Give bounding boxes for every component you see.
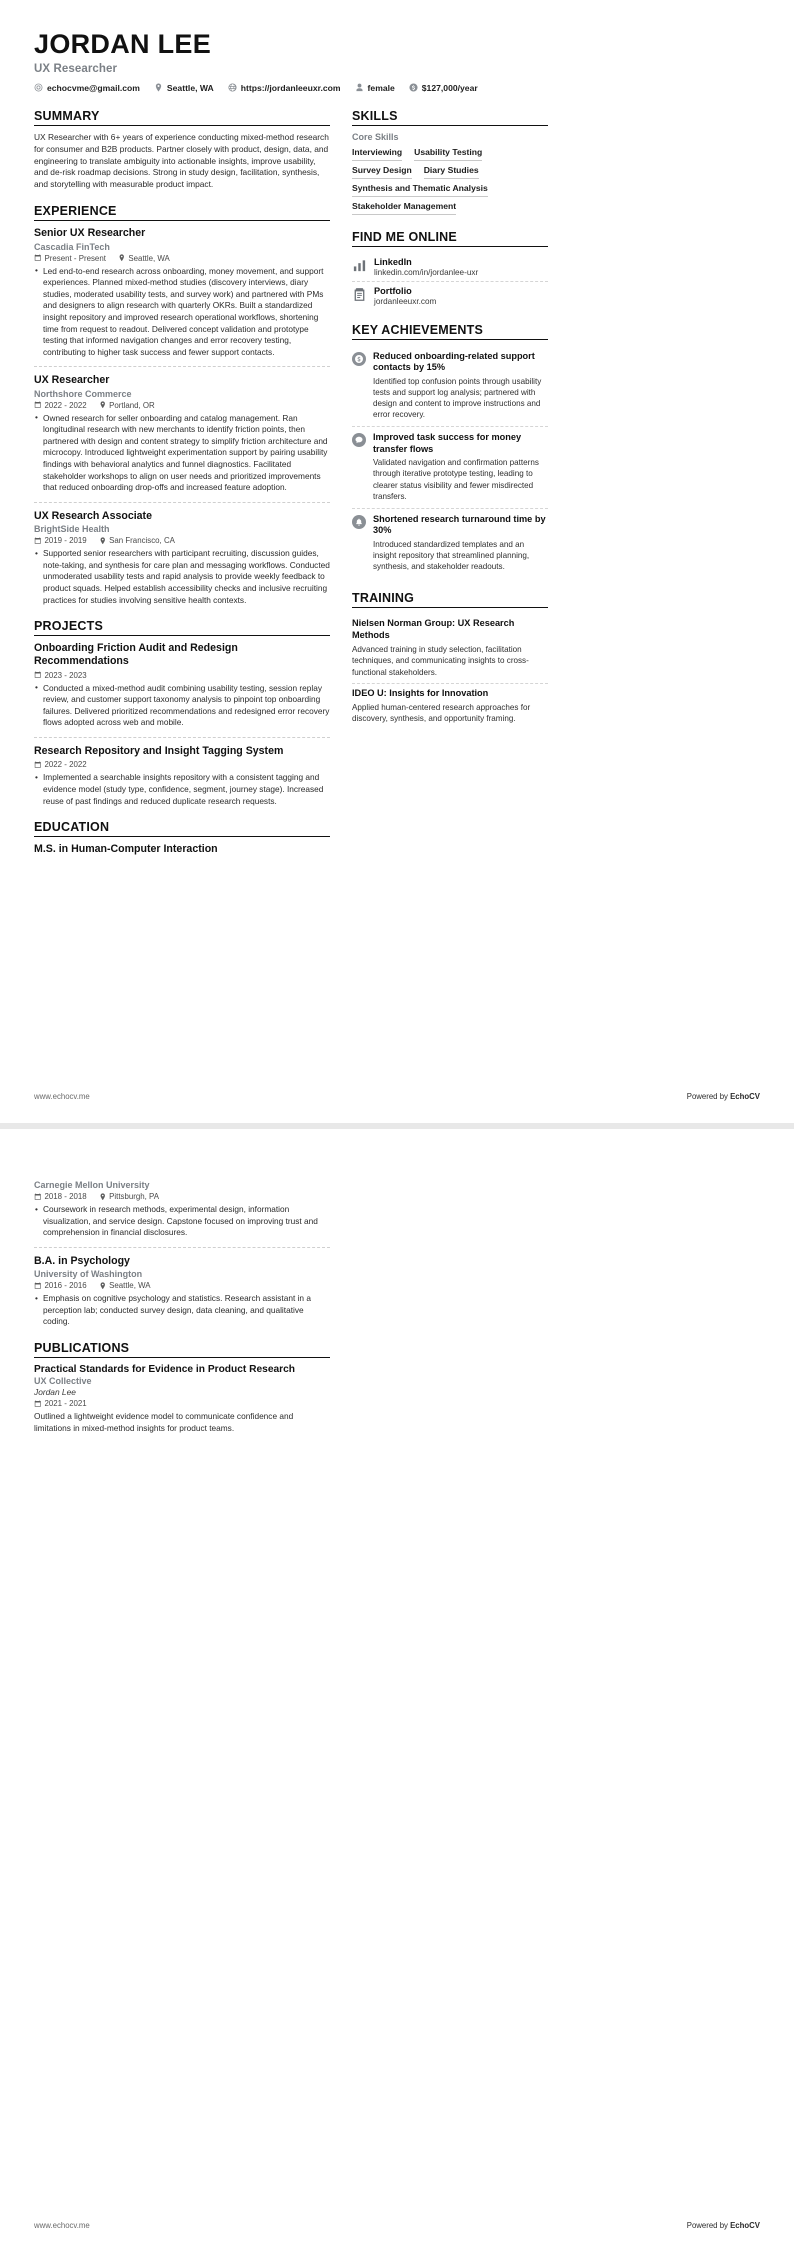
education-meta [34, 1192, 330, 1201]
education-degree: B.A. in Psychology [34, 1254, 130, 1267]
job-location-text: Portland, OR [109, 400, 155, 410]
contact-location [154, 83, 214, 93]
online-link-url: linkedin.com/in/jordanlee-uxr [374, 267, 479, 277]
job-location-text: San Francisco, CA [109, 536, 175, 546]
education-location-text: Seattle, WA [109, 1281, 151, 1291]
footer-brand [687, 2221, 760, 2230]
job-bullets [34, 266, 330, 359]
calendar-icon [34, 537, 42, 545]
achievement-title: Reduced onboarding-related support contacts by 15% [373, 350, 535, 373]
job-dates-text: 2022 - 2022 [44, 400, 87, 410]
publication-description: Outlined a lightweight evidence model to communicate confidence and limitations in mixed-method insights for product teams. [34, 1410, 294, 1433]
achievement-description: Identified top confusion points through usability tests and support log analysis; partnered with design and content to improve instructions and error recovery. [373, 376, 542, 420]
candidate-role: UX Researcher [34, 62, 118, 75]
footer-site[interactable]: www.echocv.me [34, 2221, 90, 2230]
online-link-name: Portfolio [374, 285, 412, 296]
resume-columns-page2 [34, 1179, 760, 1447]
experience-section-title: EXPERIENCE [34, 204, 330, 221]
location-pin-icon [99, 401, 107, 409]
achievement-item [352, 427, 548, 509]
left-column-page2 [34, 1179, 330, 1447]
education-bullet: • Coursework in research methods, experimental design, information visualization, and service design. Capstone focused on improving trust and comprehension in financial disclosures. [34, 1204, 330, 1239]
calendar-icon [34, 1400, 42, 1408]
education-school: University of Washington [34, 1269, 143, 1280]
footer-powered-label: Powered by [686, 1092, 731, 1101]
job-company: Cascadia FinTech [34, 241, 110, 252]
education-dates [34, 1192, 87, 1201]
training-description: Applied human-centered research approaches for discovery, synthesis, and opportunity framing. [352, 702, 531, 723]
right-column [352, 107, 548, 742]
job-bullet: • Owned research for seller onboarding and catalog management. Ran longitudinal research with new merchants to identify friction points, then partnered with design and content strategy to simplify friction architecture and microcopy. Introduced lightweight experimentation support by pairing usability findings with behavioral analytics and funnel diagnostics. Facilitated stakeholder workshops to align on user needs and prioritized improvements that reduced onboarding drop-offs and increased feature adoption. [34, 413, 330, 494]
job-bullets [34, 413, 330, 494]
job-dates-text: Present - Present [44, 253, 106, 263]
projects-section-title: PROJECTS [34, 619, 330, 636]
job-location [99, 401, 155, 410]
candidate-name: JORDAN LEE [34, 29, 212, 59]
project-bullets [34, 772, 330, 807]
left-column [34, 107, 330, 870]
calendar-icon [34, 671, 42, 679]
job-company: Northshore Commerce [34, 388, 132, 399]
project-entry [34, 745, 330, 807]
chat-icon [352, 433, 366, 447]
footer-brand [687, 1092, 760, 1101]
project-name: Onboarding Friction Audit and Redesign Recommendations [34, 642, 238, 668]
globe-icon [228, 83, 237, 92]
publication-entry [34, 1364, 330, 1434]
resume-header [34, 30, 760, 93]
page-footer [34, 1092, 760, 1101]
education-entry [34, 1180, 330, 1248]
online-link-body [374, 286, 436, 306]
job-meta [34, 254, 330, 263]
section-training [352, 591, 548, 729]
publication-title: Practical Standards for Evidence in Product Research [34, 1363, 296, 1375]
person-icon [355, 83, 364, 92]
location-pin-icon [99, 537, 107, 545]
publication-meta [34, 1399, 330, 1408]
job-company: BrightSide Health [34, 524, 110, 535]
skills-list [352, 145, 548, 217]
education-dates-text: 2018 - 2018 [44, 1192, 87, 1201]
project-entry [34, 642, 330, 738]
clipboard-icon [352, 287, 367, 302]
job-dates [34, 536, 87, 545]
education-section-title: EDUCATION [34, 820, 330, 837]
location-pin-icon [154, 83, 163, 92]
section-projects [34, 619, 330, 807]
education-bullet: • Emphasis on cognitive psychology and statistics. Research assistant in a perception lab; conducted survey design, data cleaning, and qualitative coding. [34, 1293, 330, 1328]
training-description: Advanced training in study selection, facilitation techniques, and communicating insights to cross-functional stakeholders. [352, 645, 529, 677]
section-find-me-online [352, 230, 548, 310]
experience-entry [34, 227, 330, 367]
online-link-portfolio[interactable] [352, 282, 548, 310]
section-summary [34, 109, 330, 192]
project-bullets [34, 683, 330, 729]
online-link-body [374, 257, 478, 277]
publication-dates-text: 2021 - 2021 [44, 1398, 87, 1408]
job-title: UX Researcher [34, 374, 110, 387]
education-dates [34, 1281, 87, 1290]
publications-section-title: PUBLICATIONS [34, 1341, 330, 1358]
skill-item: Interviewing [352, 145, 402, 161]
job-title: Senior UX Researcher [34, 227, 146, 240]
section-key-achievements [352, 323, 548, 579]
achievement-description: Validated navigation and confirmation patterns through iterative prototype testing, leading to clearer status visibility and fewer misdirected transfers. [373, 458, 539, 501]
job-dates-text: 2019 - 2019 [44, 536, 87, 546]
achievement-body [373, 514, 548, 572]
publication-org: UX Collective [34, 1375, 92, 1386]
training-title: IDEO U: Insights for Innovation [352, 687, 489, 698]
skills-group-label: Core Skills [352, 131, 399, 142]
contact-email-text: echocvme@gmail.com [47, 82, 140, 93]
online-link-url: jordanleeuxr.com [374, 296, 437, 306]
section-education [34, 820, 330, 856]
job-location-text: Seattle, WA [128, 253, 170, 263]
publication-author: Jordan Lee [34, 1386, 76, 1397]
training-item [352, 614, 548, 683]
resume-page-2 [0, 1129, 794, 2252]
page-footer [34, 2221, 760, 2230]
location-pin-icon [99, 1282, 107, 1290]
contact-salary [409, 83, 478, 93]
money-icon [409, 83, 418, 92]
education-bullets [34, 1204, 330, 1239]
job-dates [34, 401, 87, 410]
achievement-body [373, 351, 548, 421]
job-meta [34, 536, 330, 545]
resume-page-1 [0, 0, 794, 1123]
skill-item: Diary Studies [424, 163, 479, 179]
section-publications [34, 1341, 330, 1434]
job-location [99, 536, 175, 545]
calendar-icon [34, 761, 42, 769]
achievement-body [373, 432, 548, 502]
summary-text: UX Researcher with 6+ years of experience conducting mixed-method research for consumer and B2B products. Partner closely with product, design, data, and engineering to translate ambiguity into actionable insights, improve usability, and de-risk roadmap decisions. Strong in study design, facilitation, synthesis, and storytelling with measurable product impact. [34, 131, 329, 190]
achievements-section-title: KEY ACHIEVEMENTS [352, 323, 548, 340]
contact-row [34, 83, 760, 93]
job-dates [34, 254, 106, 263]
skill-item: Synthesis and Thematic Analysis [352, 181, 488, 197]
online-section-title: FIND ME ONLINE [352, 230, 548, 247]
job-bullets [34, 548, 330, 606]
achievement-title: Shortened research turnaround time by 30% [373, 513, 546, 536]
job-bullet: • Led end-to-end research across onboarding, money movement, and support experiences. Planned mixed-method studies (discovery interviews, diary studies, moderated usability tests, and survey work) and partnered with PMs and designers to align research with quarterly OKRs. Built a standardized insight repository and improved research operational workflows, shortening time from request to readout. Delivered concept validation and prototype testing that informed navigation changes and error recovery testing, contributing to higher task success and fewer support contacts. [34, 266, 330, 359]
project-name: Research Repository and Insight Tagging System [34, 745, 284, 758]
contact-website-text: https://jordanleeuxr.com [240, 82, 341, 93]
summary-section-title: SUMMARY [34, 109, 330, 126]
calendar-icon [34, 401, 42, 409]
training-title: Nielsen Norman Group: UX Research Methods [352, 618, 515, 641]
job-title: UX Research Associate [34, 509, 152, 522]
location-pin-icon [99, 1193, 107, 1201]
bar-chart-icon [352, 258, 367, 273]
project-meta [34, 760, 330, 769]
footer-site[interactable]: www.echocv.me [34, 1092, 90, 1101]
job-bullet: • Supported senior researchers with participant recruiting, discussion guides, note-taking, and synthesis for care plan and messaging workflows. Conducted unmoderated usability tests and rapid analysis to provide weekly feedback to product squads. Helped establish accessibility checks and inclusive recruiting practices for studies involving sensitive health contexts. [34, 548, 330, 606]
section-skills [352, 109, 548, 217]
project-dates [34, 671, 87, 680]
project-dates-text: 2022 - 2022 [44, 760, 87, 770]
skill-item: Survey Design [352, 163, 412, 179]
experience-entry [34, 510, 330, 606]
calendar-icon [34, 1193, 42, 1201]
training-item [352, 684, 548, 729]
resume-columns [34, 107, 760, 870]
online-link-linkedin[interactable] [352, 253, 548, 282]
education-location-text: Pittsburgh, PA [109, 1192, 159, 1201]
footer-brand-name: EchoCV [730, 2221, 760, 2230]
job-location [118, 254, 170, 263]
experience-entry [34, 374, 330, 503]
skill-item: Stakeholder Management [352, 199, 456, 215]
contact-gender-text: female [367, 82, 395, 93]
education-meta [34, 1281, 330, 1290]
education-entry [34, 1255, 330, 1328]
education-location [99, 1192, 159, 1201]
coin-icon [352, 352, 366, 366]
calendar-icon [34, 254, 42, 262]
online-link-name: LinkedIn [374, 256, 412, 267]
project-bullet: • Conducted a mixed-method audit combining usability testing, session replay review, and customer support taxonomy analysis to pinpoint top onboarding failures. Delivered prioritized recommendations and redesigned error recovery flows adopted across web and mobile. [34, 683, 330, 729]
training-section-title: TRAINING [352, 591, 548, 608]
contact-location-text: Seattle, WA [166, 82, 214, 93]
location-pin-icon [118, 254, 126, 262]
calendar-icon [34, 1282, 42, 1290]
achievement-description: Introduced standardized templates and an insight repository that streamlined planning, synthesis, and stakeholder readouts. [373, 539, 530, 572]
publication-dates [34, 1399, 87, 1408]
contact-website[interactable] [228, 83, 341, 93]
project-bullet: • Implemented a searchable insights repository with a consistent tagging and evidence model (study type, confidence, segment, journey stage). Increased reuse of past findings and reduced duplicate research requests. [34, 772, 330, 807]
education-location [99, 1281, 151, 1290]
skill-item: Usability Testing [414, 145, 482, 161]
job-meta [34, 401, 330, 410]
section-education-continued [34, 1180, 330, 1328]
education-bullets [34, 1293, 330, 1328]
education-dates-text: 2016 - 2016 [44, 1281, 87, 1291]
skills-section-title: SKILLS [352, 109, 548, 126]
section-experience [34, 204, 330, 606]
footer-powered-label: Powered by [686, 2221, 731, 2230]
education-school: Carnegie Mellon University [34, 1180, 150, 1190]
footer-brand-name: EchoCV [730, 1092, 760, 1101]
bell-icon [352, 515, 366, 529]
achievement-item [352, 509, 548, 578]
education-degree: M.S. in Human-Computer Interaction [34, 843, 218, 856]
contact-email[interactable] [34, 83, 140, 93]
project-dates-text: 2023 - 2023 [44, 670, 87, 680]
achievement-title: Improved task success for money transfer flows [373, 432, 522, 454]
contact-salary-text: $127,000/year [421, 82, 478, 93]
project-dates [34, 760, 87, 769]
email-icon [34, 83, 43, 92]
contact-gender [355, 83, 395, 93]
achievement-item [352, 346, 548, 428]
education-entry [34, 843, 330, 856]
project-meta [34, 671, 330, 680]
